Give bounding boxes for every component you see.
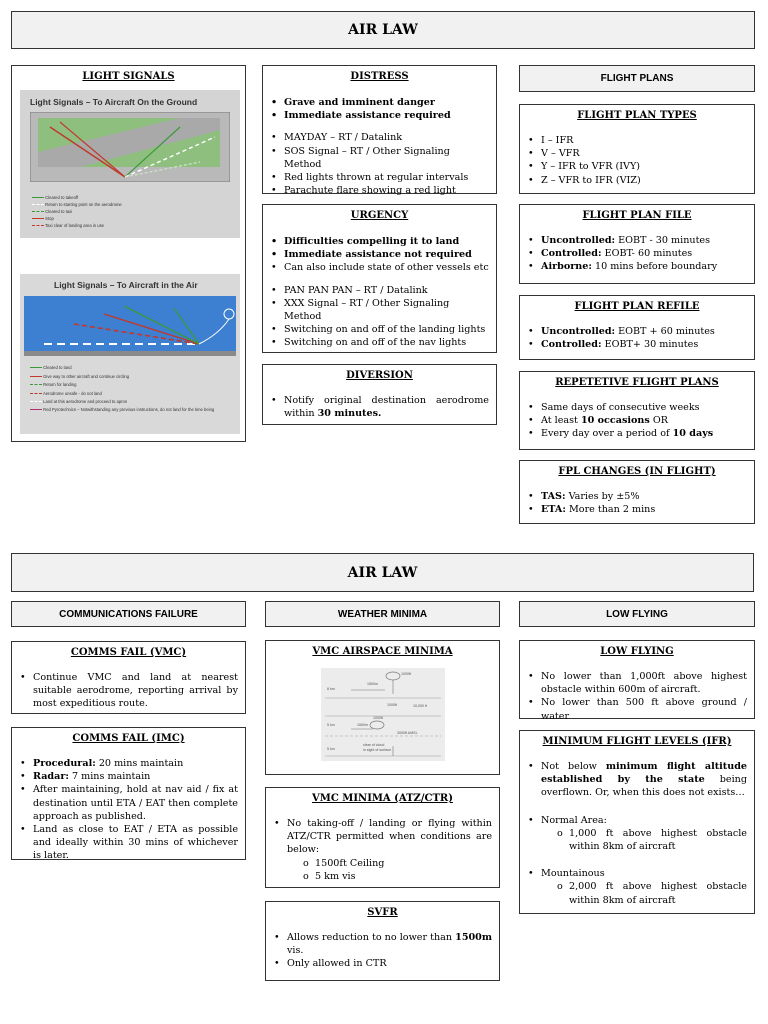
sketch-label: 3000ft AMSL (397, 731, 418, 735)
list-item: • After maintaining, hold at nav aid / fix at destination until ETA / EAT then complete approach as published. (20, 783, 238, 823)
diversion-box (262, 364, 497, 425)
list-item: • SOS Signal – RT / Other Signaling Method (271, 145, 489, 171)
sketch-label: 1500m (357, 723, 368, 727)
page2-title-bar (11, 553, 754, 592)
list-item: • Controlled: EOBT+ 30 minutes (528, 338, 747, 351)
page1-title: AIR LAW (348, 22, 418, 38)
comms-fail-imc-box (11, 727, 246, 860)
vmc-airspace-sketch (321, 668, 445, 761)
svfr-box (265, 901, 500, 981)
list-item: • Immediate assistance not required (271, 248, 489, 261)
flight-plans-title: FLIGHT PLANS (600, 73, 674, 84)
list-item: • Switching on and off of the nav lights (271, 336, 489, 349)
low-flying-list (520, 670, 754, 723)
vmc-airspace-title: VMC AIRSPACE MINIMA (312, 646, 453, 657)
list-item: • Parachute flare showing a red light (271, 184, 489, 197)
list-item: o 1500ft Ceiling (303, 857, 492, 870)
air-legend-4: Aerodrome unsafe - do not land (42, 390, 102, 396)
list-item: • Uncontrolled: EOBT + 60 minutes (528, 325, 747, 338)
flight-plan-types-title: FLIGHT PLAN TYPES (577, 110, 697, 121)
list-item: • Controlled: EOBT- 60 minutes (528, 247, 747, 260)
list-item: • Not below minimum flight altitude established by the state being overflown. Or, when this does not exists… (528, 760, 747, 800)
ground-legend-5: Taxi clear of landing area in use (45, 223, 104, 228)
repetitive-plans-list (520, 401, 754, 441)
comms-failure-header (11, 601, 246, 627)
comms-failure-title: COMMUNICATIONS FAILURE (59, 608, 198, 620)
flight-plan-file-list (520, 234, 754, 274)
air-signals-photo (20, 274, 240, 434)
air-signals-legend (30, 364, 230, 413)
list-item: • Y – IFR to VFR (IVY) (528, 160, 747, 173)
comms-fail-vmc-box (11, 641, 246, 714)
urgency-title: URGENCY (350, 210, 409, 221)
list-item: • Every day over a period of 10 days (528, 427, 747, 440)
air-legend-1: Cleared to land (43, 365, 72, 370)
low-flying-header-title: LOW FLYING (606, 608, 668, 620)
comms-fail-imc-list (12, 757, 245, 863)
vmc-atz-list (266, 817, 499, 883)
list-item: • Allows reduction to no lower than 1500m vis. (274, 931, 492, 957)
light-signals-box (11, 65, 246, 442)
vmc-airspace-box (265, 640, 500, 775)
list-item: • No lower than 500 ft above ground / water (528, 696, 747, 722)
fpl-changes-title: FPL CHANGES (IN FLIGHT) (558, 466, 716, 477)
list-item: o 5 km vis (303, 870, 492, 883)
list-item: • Land as close to EAT / ETA as possible and ideally within 30 mins of whichever is later. (20, 823, 238, 863)
list-item: • Switching on and off of the landing lights (271, 323, 489, 336)
sketch-label: 8 km (327, 687, 335, 691)
repetitive-plans-title: REPETETIVE FLIGHT PLANS (555, 377, 719, 388)
list-item: • Can also include state of other vessels etc (271, 261, 489, 274)
comms-fail-vmc-title: COMMS FAIL (VMC) (70, 647, 187, 658)
sketch-label: 10,000 ft (413, 704, 427, 708)
list-item: • Uncontrolled: EOBT - 30 minutes (528, 234, 747, 247)
list-item: • I – IFR (528, 134, 747, 147)
svfr-title: SVFR (367, 907, 398, 918)
list-item: • Radar: 7 mins maintain (20, 770, 238, 783)
distress-list (263, 96, 496, 197)
list-item: • TAS: Varies by ±5% (528, 490, 747, 503)
air-legend-6: Red Pyrotechnics – Notwithstanding any previous instructions, do not land for the time being (43, 406, 215, 412)
ground-legend-1: Cleared to takeoff (45, 195, 79, 200)
ground-signals-legend (32, 194, 122, 229)
low-flying-title: LOW FLYING (600, 646, 674, 657)
list-item: • Z – VFR to IFR (VIZ) (528, 174, 747, 187)
fpl-changes-box (519, 460, 755, 524)
list-item: • Difficulties compelling it to land (271, 235, 489, 248)
ground-legend-4: Stop (45, 216, 54, 221)
list-item: • No taking-off / landing or flying within ATZ/CTR permitted when conditions are below: o 1500ft Ceiling o 5 km vis (274, 817, 492, 883)
list-item: • Immediate assistance required (271, 109, 489, 122)
flight-plan-refile-list (520, 325, 754, 351)
min-flight-levels-box (519, 730, 755, 914)
page1-title-bar (11, 11, 755, 49)
urgency-box (262, 204, 497, 353)
flight-plan-refile-box (519, 295, 755, 360)
list-item: • Procedural: 20 mins maintain (20, 757, 238, 770)
flight-plan-file-box (519, 204, 755, 284)
distress-title: DISTRESS (350, 71, 409, 82)
weather-minima-header (265, 601, 500, 627)
list-item: • Only allowed in CTR (274, 957, 492, 970)
low-flying-header (519, 601, 755, 627)
diversion-title: DIVERSION (346, 370, 413, 381)
list-item: • PAN PAN PAN – RT / Datalink (271, 284, 489, 297)
list-item: • ETA: More than 2 mins (528, 503, 747, 516)
list-item: • Red lights thrown at regular intervals (271, 171, 489, 184)
sketch-label: 5 km (327, 723, 335, 727)
sketch-label: clear of cloud (363, 743, 385, 747)
sketch-label: 1000ft (401, 672, 411, 676)
flight-plans-header (519, 65, 755, 92)
list-item: • Normal Area: o 1,000 ft above highest obstacle within 8km of aircraft (528, 814, 747, 854)
min-flight-levels-list (520, 760, 754, 907)
flight-plan-file-title: FLIGHT PLAN FILE (582, 210, 692, 221)
flight-plan-refile-title: FLIGHT PLAN REFILE (574, 301, 700, 312)
list-item: • Airborne: 10 mins before boundary (528, 260, 747, 273)
air-legend-2: Give way to other aircraft and continue circling (43, 373, 130, 379)
ground-signals-diagram (30, 112, 230, 182)
sketch-label: 1000ft (387, 703, 397, 707)
list-item: • Continue VMC and land at nearest suitable aerodrome, reporting arrival by most expeditious route. (20, 671, 238, 711)
ground-signals-photo (20, 90, 240, 238)
ground-legend-2: Return to starting point on the aerodrome (45, 202, 122, 207)
air-legend-5: Land at this aerodrome and proceed to apron (43, 399, 128, 404)
distress-box (262, 65, 497, 197)
sketch-label: 5 km (327, 747, 335, 751)
air-signals-title: Light Signals – To Aircraft in the Air (54, 280, 198, 290)
urgency-list (263, 235, 496, 350)
ground-signals-title: Light Signals – To Aircraft On the Ground (30, 97, 198, 107)
flight-plan-types-box (519, 104, 755, 194)
air-legend-3: Return for landing (43, 382, 77, 387)
list-item: • Same days of consecutive weeks (528, 401, 747, 414)
sketch-label: 1000ft (373, 716, 383, 720)
list-item: • No lower than 1,000ft above highest obstacle within 600m of aircraft. (528, 670, 747, 696)
list-item: • XXX Signal – RT / Other Signaling Method (271, 297, 489, 323)
light-signals-title: LIGHT SIGNALS (82, 71, 175, 82)
vmc-atz-title: VMC MINIMA (ATZ/CTR) (312, 793, 453, 804)
list-item: o 1,000 ft above highest obstacle within 8km of aircraft (557, 827, 747, 853)
repetitive-plans-box (519, 371, 755, 450)
svfr-list (266, 931, 499, 971)
list-item: • MAYDAY – RT / Datalink (271, 131, 489, 144)
flight-plan-types-list (520, 134, 754, 187)
fpl-changes-list (520, 490, 754, 516)
diversion-list (263, 394, 496, 420)
ground-legend-3: Cleared to taxi (45, 209, 73, 214)
list-item: • Mountainous o 2,000 ft above highest obstacle within 8km of aircraft (528, 867, 747, 907)
page2-title: AIR LAW (347, 564, 418, 581)
list-item: o 2,000 ft above highest obstacle within 8km of aircraft (557, 880, 747, 906)
vmc-atz-box (265, 787, 500, 888)
comms-fail-imc-title: COMMS FAIL (IMC) (72, 733, 185, 744)
list-item: • Grave and imminent danger (271, 96, 489, 109)
air-signals-diagram (24, 296, 236, 356)
comms-fail-vmc-list (12, 671, 245, 711)
sketch-label: in sight of surface (363, 748, 392, 752)
list-item: • At least 10 occasions OR (528, 414, 747, 427)
list-item: • Notify original destination aerodrome within 30 minutes. (271, 394, 489, 420)
sketch-label: 1500m (367, 682, 378, 686)
list-item: • V – VFR (528, 147, 747, 160)
weather-minima-title: WEATHER MINIMA (337, 608, 428, 620)
min-flight-levels-title: MINIMUM FLIGHT LEVELS (IFR) (542, 736, 732, 747)
low-flying-box (519, 640, 755, 722)
